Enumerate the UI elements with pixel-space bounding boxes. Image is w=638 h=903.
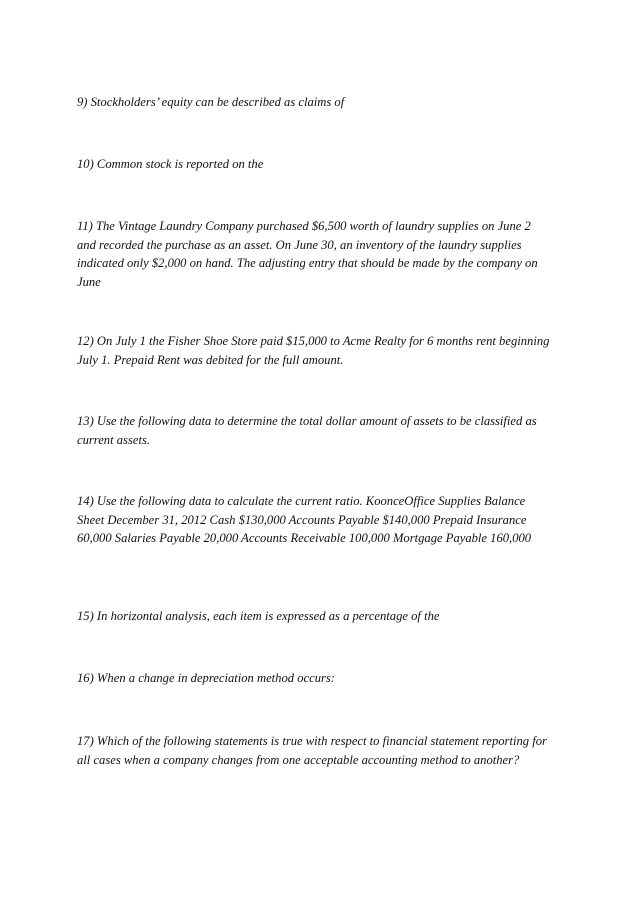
question-17: 17) Which of the following statements is true with respect to financial statement reporting for all cases when a company changes from one acceptable accounting method to another? <box>77 734 547 767</box>
question-10: 10) Common stock is reported on the <box>77 157 264 171</box>
question-12: 12) On July 1 the Fisher Shoe Store paid $15,000 to Acme Realty for 6 months rent beginning July 1. Prepaid Rent was debited for the full amount. <box>77 334 550 367</box>
question-16: 16) When a change in depreciation method occurs: <box>77 671 335 685</box>
question-9: 9) Stockholders’ equity can be described as claims of <box>77 95 345 109</box>
question-11: 11) The Vintage Laundry Company purchased $6,500 worth of laundry supplies on June 2 and recorded the purchase as an asset. On June 30, an inventory of the laundry supplies indicated only $2,000 on hand. The adjusting entry that should be made by the company on June <box>77 219 538 289</box>
question-14: 14) Use the following data to calculate the current ratio. KoonceOffice Supplies Balance Sheet December 31, 2012 Cash $130,000 Accounts Payable $140,000 Prepaid Insurance 60,000 Salaries Payable 20,000 Accounts Receivable 100,000 Mortgage Payable 160,000 <box>77 494 532 545</box>
question-15: 15) In horizontal analysis, each item is expressed as a percentage of the <box>77 609 440 623</box>
question-13: 13) Use the following data to determine the total dollar amount of assets to be classified as current assets. <box>77 414 537 447</box>
